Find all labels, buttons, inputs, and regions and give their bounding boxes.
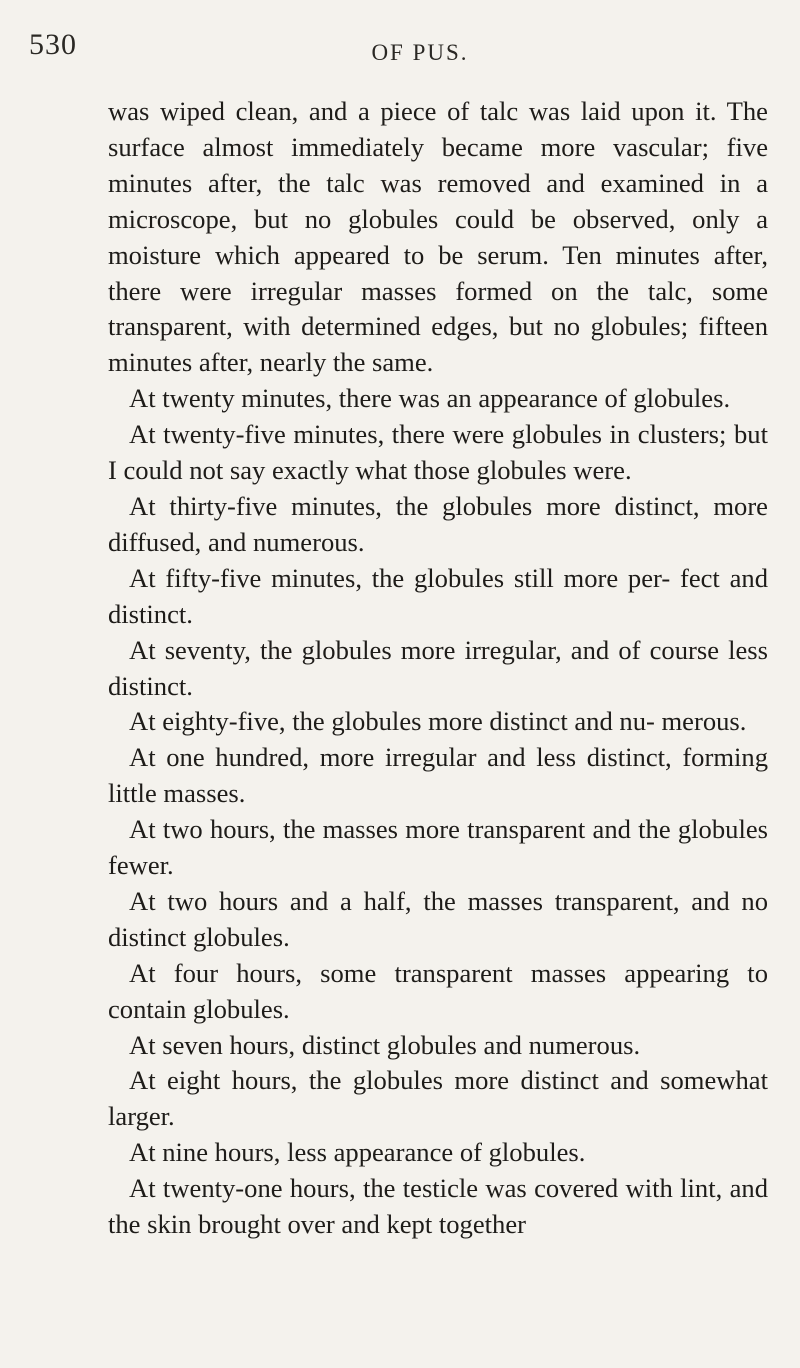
paragraph: At seventy, the globules more irregular, and of course less distinct. bbox=[108, 634, 768, 701]
paragraph: At seven hours, distinct globules and numerous. bbox=[129, 1029, 641, 1060]
paragraph: At one hundred, more irregular and less distinct, forming little masses. bbox=[108, 742, 768, 809]
paragraph: At two hours and a half, the masses transparent, and no distinct globules. bbox=[108, 885, 768, 952]
paragraph: At twenty-five minutes, there were globules in clusters; but I could not say exactly what those globules were. bbox=[108, 419, 768, 486]
paragraph: At thirty-five minutes, the globules more distinct, more diffused, and numerous. bbox=[108, 490, 768, 557]
paragraph: At twenty-one hours, the testicle was covered with lint, and the skin brought over and kept together bbox=[108, 1173, 768, 1240]
body-text bbox=[108, 94, 768, 1243]
paragraph: At nine hours, less appearance of globules. bbox=[129, 1137, 586, 1168]
running-head: OF PUS. bbox=[371, 40, 469, 65]
paragraph: At eighty-five, the globules more distinct and nu- merous. bbox=[129, 706, 747, 737]
paragraph: At eight hours, the globules more distinct and somewhat larger. bbox=[108, 1065, 768, 1132]
page-number: 530 bbox=[29, 28, 77, 61]
paragraph: At two hours, the masses more transparent and the globules fewer. bbox=[108, 814, 768, 881]
paragraph: At fifty-five minutes, the globules still more per- fect and distinct. bbox=[108, 562, 768, 629]
paragraph: At twenty minutes, there was an appearance of globules. bbox=[129, 383, 731, 414]
paragraph: was wiped clean, and a piece of talc was laid upon it. The surface almost immediately became more vascular; five minutes after, the talc was removed and examined in a microscope, but no globules could be observed, only a moisture which appeared to be serum. Ten minutes after, there were irregular masses formed on the talc, some transparent, with determined edges, but no globules; fifteen minutes after, nearly the same. bbox=[108, 96, 768, 378]
paragraph: At four hours, some transparent masses appearing to contain globules. bbox=[108, 957, 768, 1024]
